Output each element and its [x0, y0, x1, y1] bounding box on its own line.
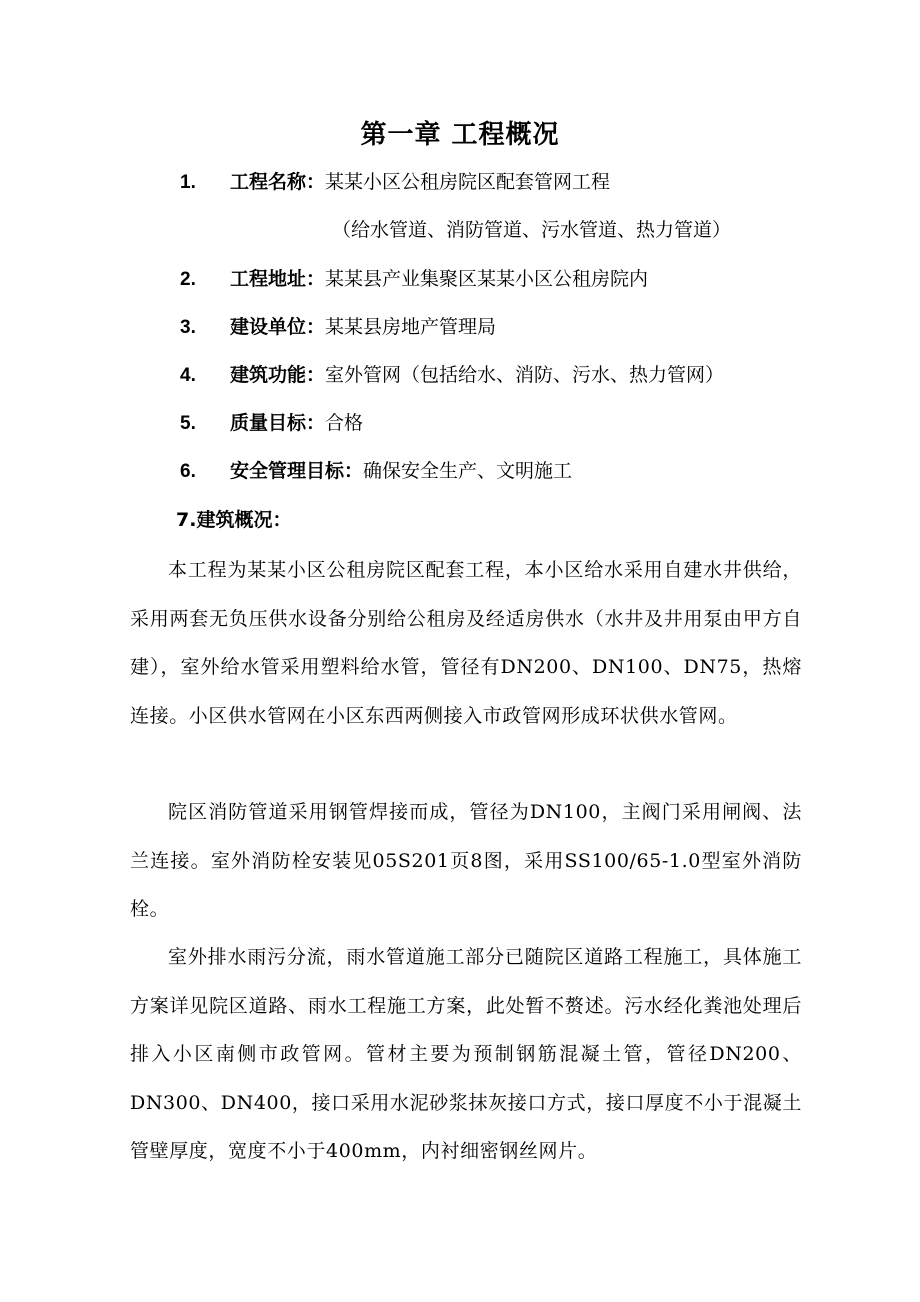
section-heading-building-overview: 7.建筑概况： — [176, 509, 292, 531]
item-value: 某某县房地产管理局 — [325, 316, 497, 338]
item-label: 质量目标： — [230, 412, 326, 434]
item-project-name-subtitle: （给水管道、消防管道、污水管道、热力管道） — [332, 219, 732, 241]
item-value: 室外管网（包括给水、消防、污水、热力管网） — [325, 364, 725, 386]
item-value: 合格 — [325, 412, 364, 434]
item-number: 5. — [180, 413, 196, 434]
item-project-name — [180, 166, 610, 199]
item-label: 建设单位： — [230, 316, 326, 338]
item-value: 某某县产业集聚区某某小区公租房院内 — [325, 268, 649, 290]
chapter-title: 第一章 工程概况 — [360, 120, 560, 150]
item-label: 建筑功能： — [230, 364, 326, 386]
item-number: 4. — [180, 365, 196, 386]
paragraph-drainage: 室外排水雨污分流，雨水管道施工部分已随院区道路工程施工，具体施工方案详见院区道路、雨水工程施工方案，此处暂不赘述。污水经化粪池处理后排入小区南侧市政管网。管材主要为预制钢筋混凝土管，管径DN200、DN300、DN400，接口采用水泥砂浆抹灰接口方式，接口厚度不小于混凝土管壁厚度，宽度不小于400mm，内衬细密钢丝网片。 — [130, 946, 802, 1162]
item-label: 安全管理目标： — [230, 460, 364, 482]
item-number: 2. — [180, 269, 196, 290]
item-number: 1. — [180, 172, 196, 193]
paragraph-water-supply: 本工程为某某小区公租房院区配套工程，本小区给水采用自建水井供给，采用两套无负压供水设备分别给公租房及经适房供水（水井及井用泵由甲方自建），室外给水管采用塑料给水管，管径有DN200、DN100、DN75，热熔连接。小区供水管网在小区东西两侧接入市政管网形成环状供水管网。 — [130, 559, 802, 727]
item-project-address — [180, 263, 648, 296]
item-number: 3. — [180, 317, 196, 338]
item-label: 工程名称： — [230, 171, 326, 193]
item-construction-unit — [180, 311, 496, 344]
item-value: 某某小区公租房院区配套管网工程 — [325, 171, 611, 193]
item-building-function — [180, 359, 724, 392]
item-value: 确保安全生产、文明施工 — [363, 460, 573, 482]
item-quality-target — [180, 407, 363, 440]
paragraph-fire-protection: 院区消防管道采用钢管焊接而成，管径为DN100，主阀门采用闸阀、法兰连接。室外消防栓安装见05S201页8图，采用SS100/65-1.0型室外消防栓。 — [130, 801, 802, 920]
item-safety-target — [180, 455, 572, 488]
item-number: 6. — [180, 461, 196, 482]
item-label: 工程地址： — [230, 268, 326, 290]
